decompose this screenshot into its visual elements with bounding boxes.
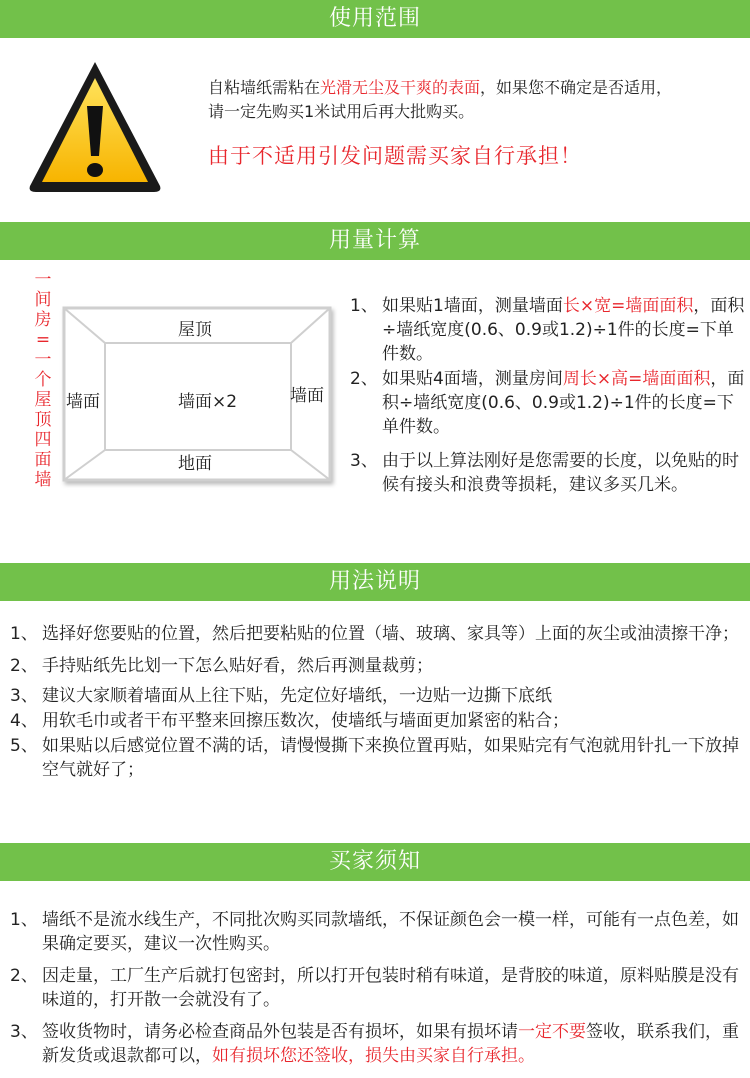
method-item: 5、 如果贴以后感觉位置不满的话，请慢慢撕下来换位置再贴，如果贴完有气泡就用针扎一下放掉空气就好了；: [10, 736, 739, 780]
diagram-left-wall: 墙面: [66, 392, 100, 412]
room-diagram: [56, 294, 338, 490]
calc-list: [350, 294, 745, 497]
warning-triangle-icon: [26, 58, 164, 196]
section-header-usage: 使用范围: [0, 0, 750, 38]
method-item: 4、 用软毛巾或者干布平整来回擦压数次，使墙纸与墙面更加紧密的粘合；: [10, 711, 569, 731]
diagram-floor: 地面: [178, 454, 212, 474]
calc-item-2: 2、 如果贴4面墙，测量房间周长×高=墙面面积，面积÷墙纸宽度(0.6、0.9或1.2)÷1件的长度=下单件数。: [350, 369, 745, 437]
notice-list: [10, 908, 748, 1068]
diagram-ceiling: 屋顶: [178, 320, 212, 340]
diagram-right-wall: 墙面: [290, 386, 324, 406]
method-list: [10, 622, 748, 782]
section-header-notice: 买家须知: [0, 843, 750, 881]
section-header-calc: 用量计算: [0, 222, 750, 260]
usage-warning: 由于不适用引发问题需买家自行承担！: [208, 144, 582, 168]
notice-item-2: 2、 因走量，工厂生产后就打包密封，所以打开包装时稍有味道，是背胶的味道，原料贴膜是没有味道的，打开散一会就没有了。: [10, 966, 739, 1010]
diagram-side-label: 一间房=一个屋顶四面墙: [34, 270, 52, 490]
method-item: 2、 手持贴纸先比划一下怎么贴好看，然后再测量裁剪；: [10, 656, 433, 676]
notice-item-1: 1、 墙纸不是流水线生产，不同批次购买同款墙纸，不保证颜色会一模一样，可能有一点色差，如果确定要买，建议一次性购买。: [10, 910, 739, 954]
section-header-method: 用法说明: [0, 563, 750, 601]
method-item: 3、 建议大家顺着墙面从上往下贴，先定位好墙纸，一边贴一边撕下底纸: [10, 686, 552, 706]
usage-text: 自粘墙纸需粘在光滑无尘及干爽的表面，如果您不确定是否适用， 请一定先购买1米试用后再大批购买。: [208, 78, 673, 121]
calc-item-1: 1、 如果贴1墙面，测量墙面长×宽=墙面面积，面积÷墙纸宽度(0.6、0.9或1.2)÷1件的长度=下单件数。: [350, 296, 745, 364]
diagram-center: 墙面×2: [178, 392, 238, 412]
calc-item-3: 3、 由于以上算法刚好是您需要的长度，以免贴的时候有接头和浪费等损耗，建议多买几米。: [350, 451, 739, 495]
method-item: 1、 选择好您要贴的位置，然后把要粘贴的位置（墙、玻璃、家具等）上面的灰尘或油渍擦干净；: [10, 624, 739, 644]
notice-item-3: 3、 签收货物时，请务必检查商品外包装是否有损坏，如果有损坏请一定不要签收，联系我们，重新发货或退款都可以，如有损坏您还签收，损失由买家自行承担。: [10, 1022, 739, 1066]
